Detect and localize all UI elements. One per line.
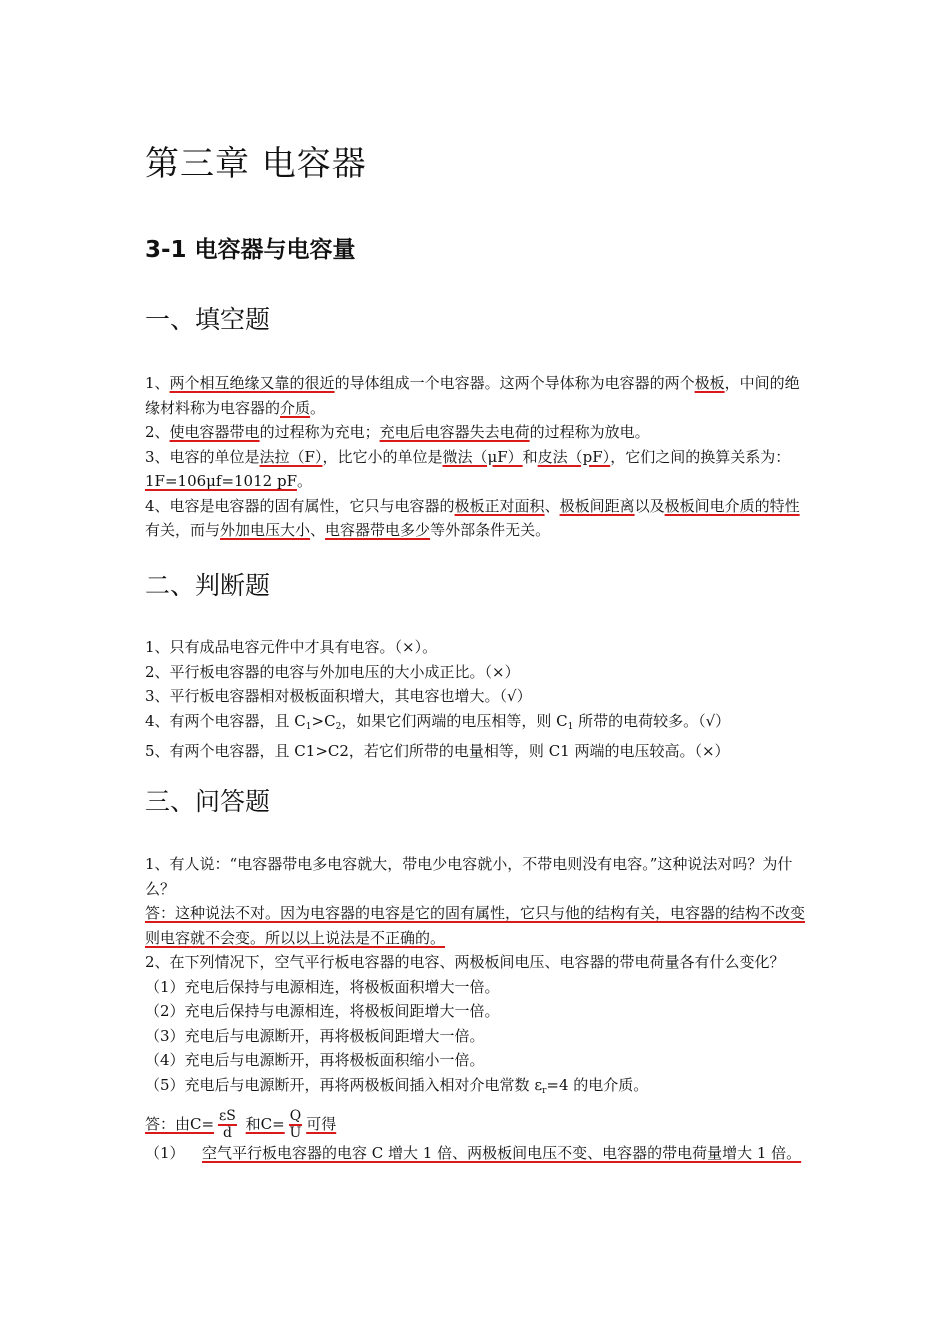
- qa-answer-1: 答：这种说法不对。因为电容器的电容是它的固有属性，它只与他的结构有关，电容器的结构不改变则电容就不会变。所以以上说法是不正确的。: [145, 904, 806, 947]
- answer-blank: 极板间距离: [559, 496, 635, 515]
- answer-blank: 充电后电容器失去电荷: [379, 423, 530, 441]
- judge-question-1: 1、只有成品电容元件中才具有电容。（×）。: [145, 638, 438, 656]
- answer-blank: 极板间电介质的特性: [664, 496, 800, 515]
- fill-questions: [145, 371, 810, 543]
- judge-question-3: 3、平行板电容器相对极板面积增大，其电容也增大。（√）: [145, 687, 532, 705]
- judge-question-5: 5、有两个电容器，且 C1>C2，若它们所带的电量相等，则 C1 两端的电压较高。（×）: [145, 742, 730, 760]
- qa-item-5: （5）充电后与电源断开，再将两极板间插入相对介电常数 $\varepsilon_r=4$ 的电介质。: [145, 1075, 649, 1096]
- answer-blank: 电容器带电多少: [325, 521, 431, 539]
- chapter-title: 第三章 电容器: [145, 144, 367, 184]
- fraction-q-over-u: $\frac{Q}{U}$: [289, 1108, 302, 1141]
- answer-blank: 使电容器带电: [169, 423, 260, 441]
- fill-question-2: 2、使电容器带电的过程称为充电；充电后电容器失去电荷的过程称为放电。: [145, 423, 650, 441]
- answer-blank: 微法（μF）: [442, 447, 523, 466]
- answer-blank: 1F=106μf=1012 pF: [145, 472, 297, 490]
- qa-item-2: （2）充电后保持与电源相连，将极板间距增大一倍。: [145, 1002, 500, 1020]
- fill-question-1: 1、两个相互绝缘又靠的很近的导体组成一个电容器。这两个导体称为电容器的两个极板，中间的绝缘材料称为电容器的介质。: [145, 374, 800, 417]
- answer-blank: 介质: [280, 398, 311, 417]
- qa-question-1: 1、有人说：“电容器带电多电容就大，带电少电容就小，不带电则没有电容。”这种说法对吗？为什么？: [145, 855, 793, 898]
- qa-item-4: （4）充电后与电源断开，再将极板面积缩小一倍。: [145, 1051, 485, 1069]
- answer-blank: 法拉（F）: [259, 447, 323, 466]
- answer-blank: 极板正对面积: [454, 496, 545, 515]
- fill-question-3: 3、电容的单位是法拉（F），比它小的单位是微法（μF）和皮法（pF），它们之间的换算关系为：1F=106μf=1012 pF。: [145, 447, 791, 490]
- qa-questions: [145, 852, 810, 1166]
- answer-blank: 外加电压大小: [220, 521, 311, 539]
- answer-blank: 极板: [694, 374, 725, 392]
- answer-blank: 两个相互绝缘又靠的很近: [169, 374, 335, 392]
- qa-answer-formula: 答：由C= $\frac{\varepsilon S}{d}$ 和C= $\frac{Q}{U}$ 可得: [145, 1108, 337, 1141]
- section-title: 3-1 电容器与电容量: [145, 237, 356, 263]
- answer-blank: 皮法（pF）: [537, 447, 611, 466]
- qa-item-3: （3）充电后与电源断开，再将极板间距增大一倍。: [145, 1026, 485, 1045]
- part-heading-fill: 一、填空题: [145, 305, 271, 334]
- fraction-es-over-d: $\frac{\varepsilon S}{d}$: [219, 1108, 236, 1141]
- judge-question-2: 2、平行板电容器的电容与外加电压的大小成正比。（×）: [145, 662, 520, 681]
- qa-answer-item-1: （1） 空气平行板电容器的电容 C 增大 1 倍、两极板间电压不变、电容器的带电荷量增大 1 倍。: [145, 1144, 802, 1162]
- qa-question-2: 2、在下列情况下，空气平行板电容器的电容、两极板间电压、电容器的带电荷量各有什么变化？: [145, 953, 785, 971]
- fill-question-4: 4、电容是电容器的固有属性，它只与电容器的极板正对面积、极板间距离以及极板间电介质的特性有关，而与外加电压大小、电容器带电多少等外部条件无关。: [145, 496, 800, 539]
- judge-question-4: 4、有两个电容器，且 $C_1>C_2$，如果它们两端的电压相等，则 $C_1$ 所带的电荷较多。（√）: [145, 711, 731, 732]
- judge-questions: [145, 635, 810, 764]
- part-heading-qa: 三、问答题: [145, 787, 271, 816]
- part-heading-judge: 二、判断题: [145, 571, 271, 600]
- qa-item-1: （1）充电后保持与电源相连，将极板面积增大一倍。: [145, 977, 500, 996]
